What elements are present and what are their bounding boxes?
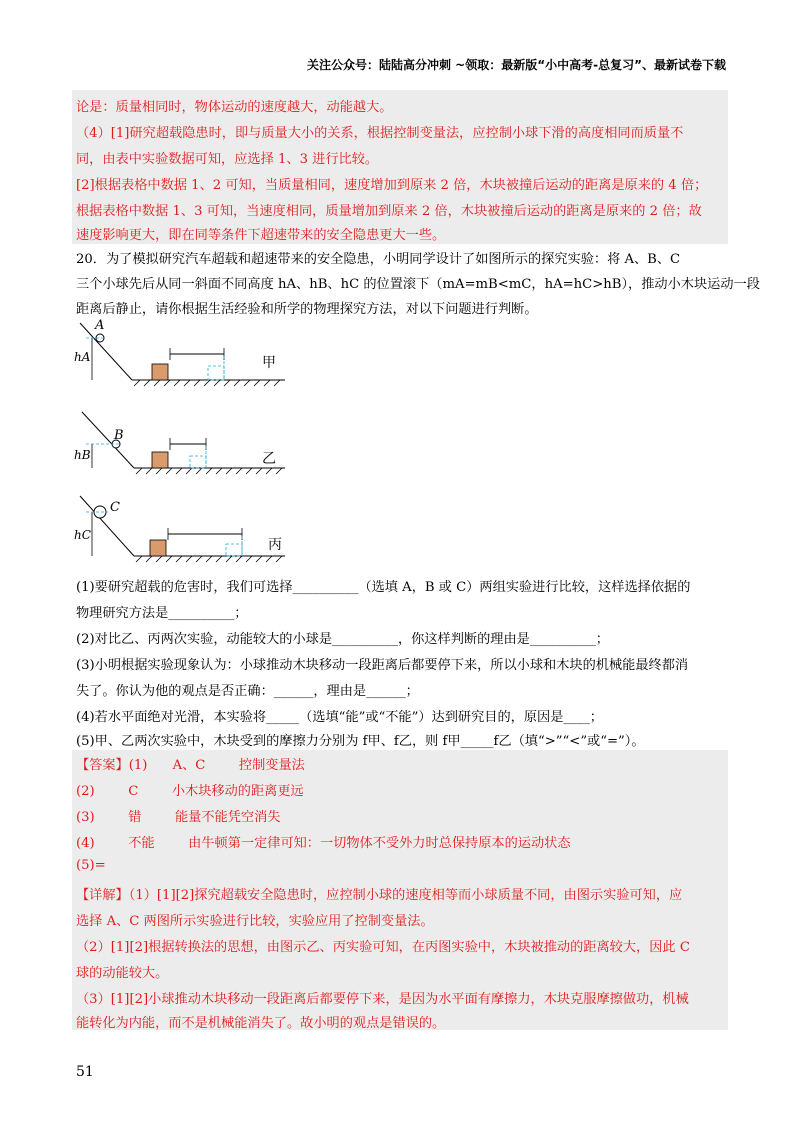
answer-row: (2) C 小木块移动的距离更远 [76, 784, 304, 799]
sub-question-1: (1)要研究超载的危害时，我们可选择__________（选填 A，B 或 C）两组实验进行比较，这样选择依据的 [76, 580, 691, 595]
prev-answer-line: （4）[1]研究超载隐患时，即与质量大小的关系，根据控制变量法，应控制小球下滑的高度相同而质量不 [76, 126, 684, 141]
answer-row: (5)= [76, 858, 106, 873]
ball-label-b: B [114, 428, 124, 443]
prev-answer-line: [2]根据表格中数据 1、2 可知，当质量相同，速度增加到原来 2 倍，木块被撞后运动的距离是原来的 4 倍； [76, 178, 708, 193]
sub-question-1-cont: 物理研究方法是__________； [76, 606, 248, 621]
prev-answer-line: 论是：质量相同时，物体运动的速度越大，动能越大。 [76, 100, 393, 115]
figure-label-bing: 丙 [268, 537, 282, 553]
detail-line: 球的动能较大。 [76, 966, 169, 981]
page-header: 关注公众号：陆陆高分冲刺 ~领取：最新版“小中高考-总复习”、最新试卷下载 [307, 58, 726, 72]
height-label-c: hC [74, 528, 91, 542]
ball-c [94, 506, 106, 518]
figure-label-yi: 乙 [262, 451, 276, 467]
figure-label-jia: 甲 [262, 355, 276, 371]
answer-row: (3) 错 能量不能凭空消失 [76, 810, 281, 825]
wooden-block [152, 452, 168, 468]
detail-line: （2）[1][2]根据转换法的思想，由图示乙、丙实验可知，在丙图实验中，木块被推动的距离较大，因此 C [76, 940, 690, 955]
question-line: 三个小球先后从同一斜面不同高度 hA、hB、hC 的位置滚下（mA=mB<mC，hA=hC>hB），推动小木块运动一段 [76, 277, 760, 292]
answer-row: 【答案】(1) A、C 控制变量法 [76, 758, 305, 773]
prev-answer-line: 速度影响更大，即在同等条件下超速带来的安全隐患更大一些。 [76, 228, 446, 243]
sub-question-5: (5)甲、乙两次实验中，木块受到的摩擦力分别为 f甲、f乙，则 f甲_____f乙（填“>”“<”或“=”）。 [76, 734, 645, 749]
wooden-block [150, 540, 166, 556]
question-line: 20．为了模拟研究汽车超载和超速带来的安全隐患，小明同学设计了如图所示的探究实验：将 A、B、C [76, 252, 681, 267]
height-label-a: hA [74, 350, 91, 364]
sub-question-3-cont: 失了。你认为他的观点是否正确：______，理由是______； [76, 684, 419, 699]
answer-row: (4) 不能 由牛顿第一定律可知：一切物体不受外力时总保持原本的运动状态 [76, 836, 571, 851]
prev-answer-line: 根据表格中数据 1、3 可知，当速度相同，质量增加到原来 2 倍，木块被撞后运动的距离是原来的 2 倍；故 [76, 204, 702, 219]
sub-question-2: (2)对比乙、丙两次实验，动能较大的小球是__________，你这样判断的理由是__________； [76, 632, 609, 647]
prev-answer-line: 同，由表中实验数据可知，应选择 1、3 进行比较。 [76, 152, 379, 167]
figure-bing [70, 494, 300, 566]
wooden-block [152, 364, 168, 380]
ball-label-a: A [95, 318, 105, 333]
detail-line: （3）[1][2]小球推动木块移动一段距离后都要停下来，是因为水平面有摩擦力，木块克服摩擦做功，机械 [76, 992, 689, 1007]
detail-line: 选择 A、C 两图所示实验进行比较，实验应用了控制变量法。 [76, 914, 434, 929]
ball-label-c: C [110, 500, 120, 515]
height-label-b: hB [74, 448, 91, 462]
sub-question-4: (4)若水平面绝对光滑，本实验将_____（选填“能”或“不能”）达到研究目的，原因是____； [76, 710, 603, 725]
detail-line: 能转化为内能，而不是机械能消失了。故小明的观点是错误的。 [76, 1016, 446, 1031]
question-line: 距离后静止，请你根据生活经验和所学的物理探究方法，对以下问题进行判断。 [76, 302, 538, 317]
detail-line: 【详解】（1）[1][2]探究超载安全隐患时，应控制小球的速度相等而小球质量不同，由图示实验可知，应 [76, 888, 683, 903]
sub-question-3: (3)小明根据实验现象认为：小球推动木块移动一段距离后都要停下来，所以小球和木块的机械能最终都消 [76, 658, 689, 673]
page-number: 51 [76, 1064, 94, 1080]
